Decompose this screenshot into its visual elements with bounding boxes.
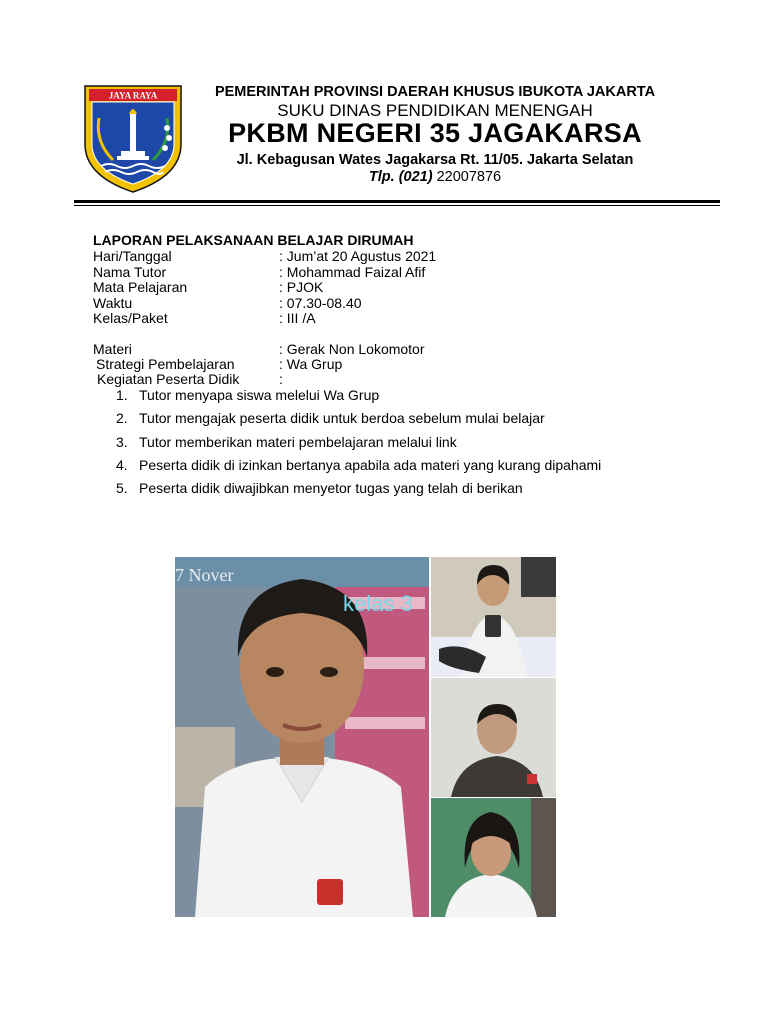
list-item xyxy=(93,387,601,410)
kegiatan-value: : xyxy=(279,371,283,387)
jakarta-crest-logo xyxy=(83,84,183,194)
student-photo-bottom-right xyxy=(431,798,556,917)
kegiatan-label: Kegiatan Peserta Didik xyxy=(97,371,240,387)
svg-text:JAYA RAYA: JAYA RAYA xyxy=(108,90,158,101)
item-text: Peserta didik di izinkan bertanya apabila ada materi yang kurang dipahami xyxy=(139,456,602,473)
header-phone xyxy=(180,169,690,185)
item-number: 5. xyxy=(116,480,128,497)
phone-label: Tlp. (021) xyxy=(368,169,433,185)
header-government-line: PEMERINTAH PROVINSI DAERAH KHUSUS IBUKOTA JAKARTA xyxy=(214,84,656,100)
materi-value: : Gerak Non Lokomotor xyxy=(279,341,425,357)
field-value: : Jum’at 20 Agustus 2021 xyxy=(279,248,437,264)
strategi-value: : Wa Grup xyxy=(279,356,343,372)
materi-label: Materi xyxy=(93,341,132,357)
field-value: : PJOK xyxy=(279,279,324,295)
field-label: Nama Tutor xyxy=(93,263,167,280)
student-photo-top-right xyxy=(431,557,556,677)
activity-list xyxy=(93,387,601,503)
student-photo-main xyxy=(175,557,429,917)
report-title: LAPORAN PELAKSANAAN BELAJAR DIRUMAH xyxy=(93,232,414,248)
field-value: : Mohammad Faizal Afif xyxy=(279,263,426,280)
list-item xyxy=(93,434,601,457)
item-text: Tutor menyapa siswa melelui Wa Grup xyxy=(139,387,380,403)
field-value: : III /A xyxy=(279,310,316,326)
item-text: Peserta didik diwajibkan menyetor tugas yang telah di berikan xyxy=(139,480,523,497)
header-department-line: SUKU DINAS PENDIDIKAN MENENGAH xyxy=(277,101,593,120)
phone-number: 22007876 xyxy=(432,169,502,185)
item-number: 2. xyxy=(116,410,128,427)
item-text: Tutor memberikan materi pembelajaran melalui link xyxy=(139,433,457,450)
field-label: Hari/Tanggal xyxy=(93,248,172,264)
field-value: : 07.30-08.40 xyxy=(279,294,362,311)
header-divider-thick xyxy=(74,200,720,203)
photo-overlay-caption: kelas 3 xyxy=(343,591,413,616)
header-address: Jl. Kebagusan Wates Jagakarsa Rt. 11/05. Jakarta Selatan xyxy=(236,152,634,168)
item-number: 3. xyxy=(116,433,128,450)
field-label: Mata Pelajaran xyxy=(93,279,188,295)
field-label: Kelas/Paket xyxy=(93,310,168,326)
list-item xyxy=(93,480,601,503)
item-text: Tutor mengajak peserta didik untuk berdoa sebelum mulai belajar xyxy=(139,410,545,427)
field-label: Waktu xyxy=(93,294,133,311)
list-item xyxy=(93,410,601,433)
header-school-name: PKBM NEGERI 35 JAGAKARSA xyxy=(228,118,642,148)
photo-date-stamp: 7 Nover xyxy=(175,565,234,585)
item-number: 4. xyxy=(116,456,128,473)
header-divider-thin xyxy=(74,205,720,206)
student-photo-middle-right xyxy=(431,678,556,797)
list-item xyxy=(93,457,601,480)
item-number: 1. xyxy=(116,387,128,403)
strategi-label: Strategi Pembelajaran xyxy=(96,356,235,372)
